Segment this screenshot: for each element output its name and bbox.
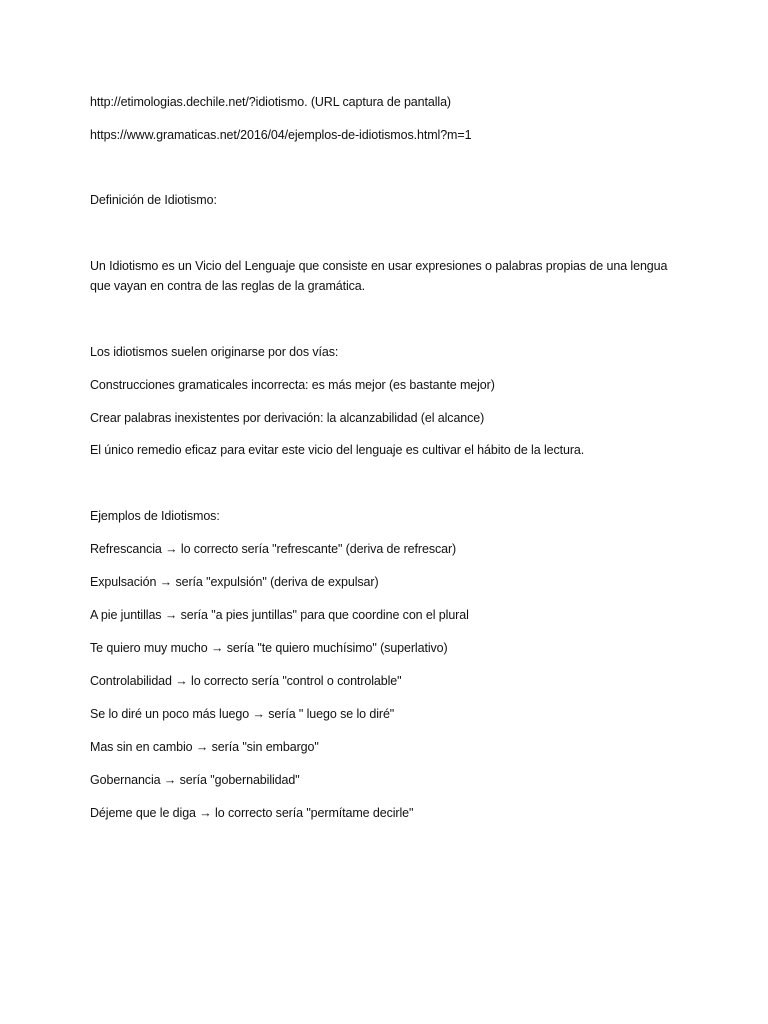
origins-heading: Los idiotismos suelen originarse por dos vías: (90, 345, 339, 359)
remedy-note: El único remedio eficaz para evitar este vicio del lenguaje es cultivar el hábito de la lectura. (90, 443, 585, 457)
source-url-1: http://etimologias.dechile.net/?idiotismo. (URL captura de pantalla) (90, 95, 451, 109)
example-item: Déjeme que le diga → lo correcto sería "permítame decirle" (90, 806, 414, 820)
example-item: Mas sin en cambio → sería "sin embargo" (90, 740, 319, 754)
example-item: Se lo diré un poco más luego → sería " luego se lo diré" (90, 707, 395, 721)
example-item: Controlabilidad → lo correcto sería "control o controlable" (90, 674, 402, 688)
source-url-2: https://www.gramaticas.net/2016/04/ejemplos-de-idiotismos.html?m=1 (90, 128, 472, 142)
example-item: Te quiero muy mucho → sería "te quiero muchísimo" (superlativo) (90, 641, 448, 655)
example-item: Expulsación → sería "expulsión" (deriva de expulsar) (90, 575, 379, 589)
example-item: A pie juntillas → sería "a pies juntillas" para que coordine con el plural (90, 608, 469, 622)
definition-heading: Definición de Idiotismo: (90, 193, 217, 207)
origins-item: Crear palabras inexistentes por derivación: la alcanzabilidad (el alcance) (90, 411, 485, 425)
definition-body: Un Idiotismo es un Vicio del Lenguaje que consiste en usar expresiones o palabras propias de una lengua que vayan en contra de las reglas de la gramática. (90, 259, 668, 293)
examples-heading: Ejemplos de Idiotismos: (90, 509, 220, 523)
example-item: Gobernancia → sería "gobernabilidad" (90, 773, 300, 787)
example-item: Refrescancia → lo correcto sería "refrescante" (deriva de refrescar) (90, 542, 457, 556)
origins-item: Construcciones gramaticales incorrecta: es más mejor (es bastante mejor) (90, 378, 495, 392)
